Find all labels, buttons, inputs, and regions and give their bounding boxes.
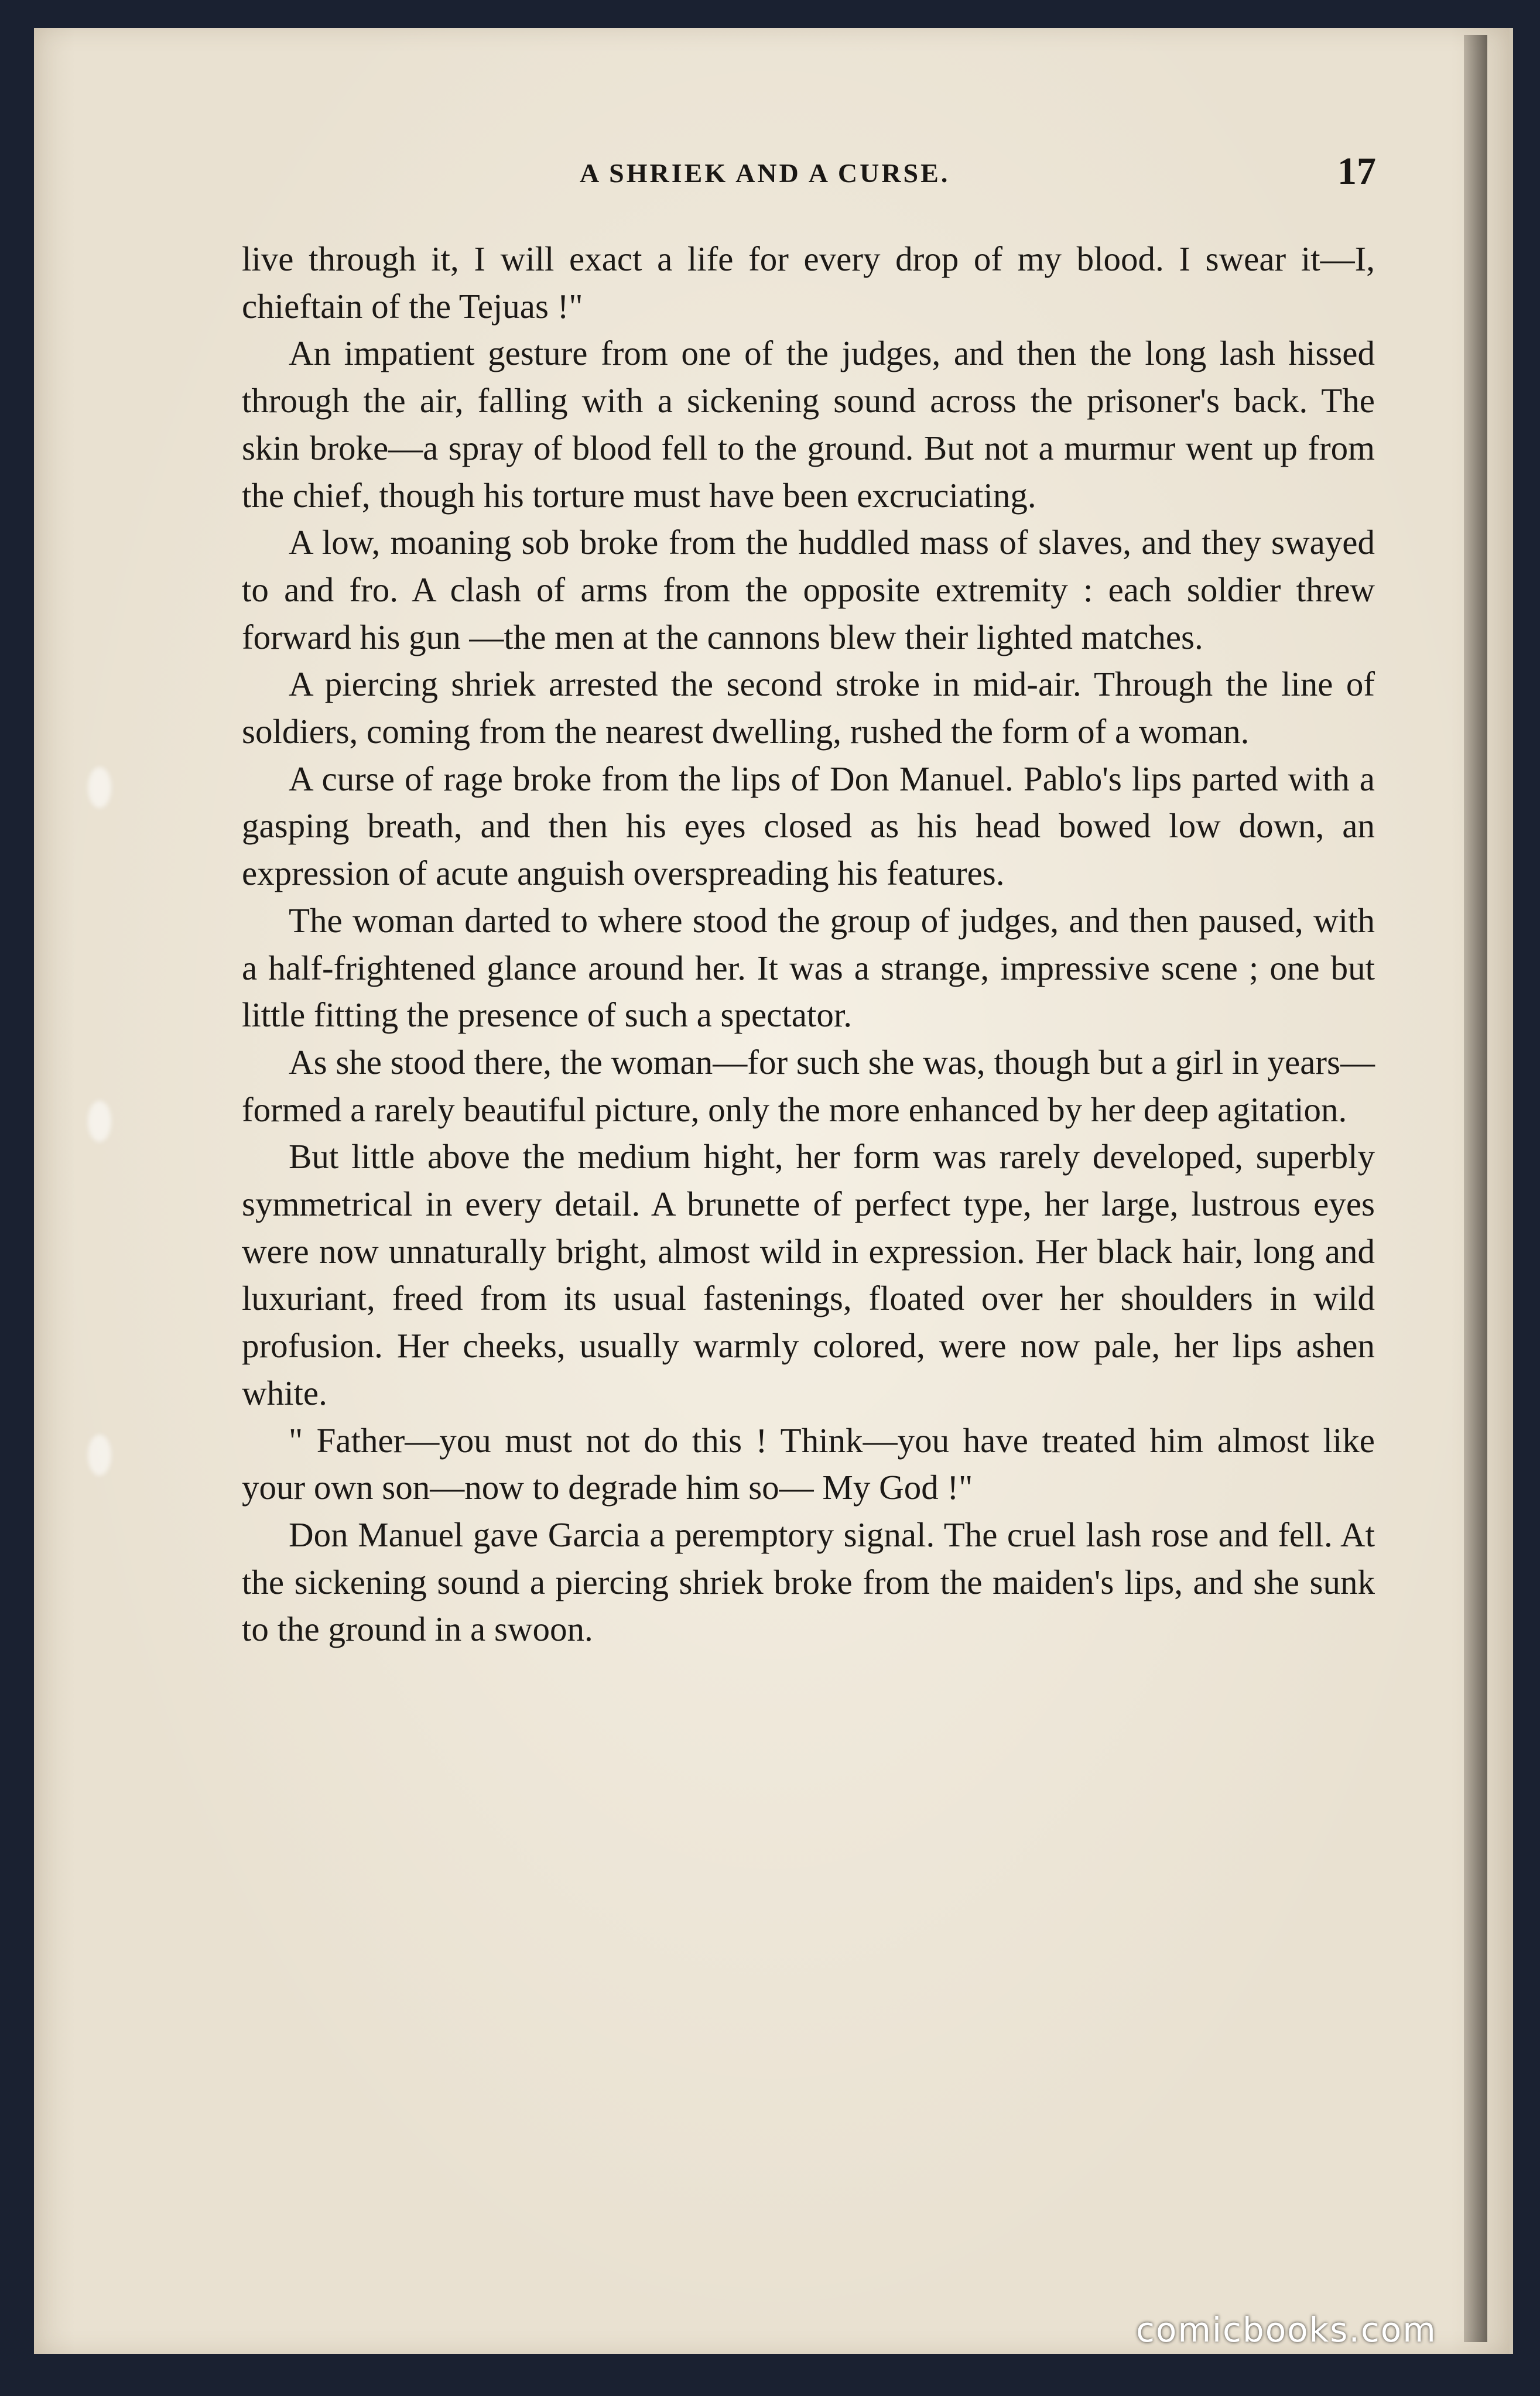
page-edge-shadow — [1464, 35, 1487, 2342]
paragraph: live through it, I will exact a life for every drop of my blood. I swear it—I, chieftain of the Tejuas !" — [242, 239, 1375, 326]
paragraph: " Father—you must not do this ! Think—you have treated him almost like your own son—now to degrade him so— My God !" — [242, 1421, 1375, 1507]
paragraph: An impatient gesture from one of the judges, and then the long lash hissed through the air, falling with a sickening sound across the prisoner's back. The skin broke—a spray of blood fell to the ground. But not a murmur went up from the chief, though his torture must have been excruciating. — [242, 334, 1375, 515]
binding-hole-mark — [88, 1101, 111, 1142]
binding-hole-mark — [88, 1435, 111, 1476]
paragraph: As she stood there, the woman—for such she was, though but a girl in years—formed a rarely beautiful picture, only the more enhanced by her deep agitation. — [242, 1042, 1375, 1129]
running-head — [234, 149, 1376, 196]
paragraph: A low, moaning sob broke from the huddled mass of slaves, and they swayed to and fro. A clash of arms from the opposite extremity : each soldier threw forward his gun —the men at the cannons blew their lighted matches. — [242, 523, 1375, 656]
paragraph: A curse of rage broke from the lips of Don Manuel. Pablo's lips parted with a gasping breath, and then his eyes closed as his head bowed low down, an expression of acute anguish overspreading his features. — [242, 759, 1375, 893]
page-number: 17 — [1337, 150, 1376, 193]
paragraph: The woman darted to where stood the group of judges, and then paused, with a half-frightened glance around her. It was a strange, impressive scene ; one but little fitting the presence of such a spectator. — [242, 901, 1375, 1035]
paragraph: But little above the medium hight, her form was rarely developed, superbly symmetrical in every detail. A brunette of perfect type, her large, lustrous eyes were now unnaturally bright, almost wild in expression. Her black hair, long and luxuriant, freed from its usual fastenings, floated over her shoulders in wild profusion. Her cheeks, usually warmly colored, were now pale, her lips ashen white. — [242, 1137, 1375, 1412]
paragraph: A piercing shriek arrested the second stroke in mid-air. Through the line of soldiers, coming from the nearest dwelling, rushed the form of a woman. — [242, 665, 1375, 751]
site-watermark: comicbooks.com — [1136, 2310, 1437, 2350]
running-head-title: A SHRIEK AND A CURSE. — [580, 158, 950, 188]
binding-hole-mark — [88, 767, 111, 808]
paragraph: Don Manuel gave Garcia a peremptory signal. The cruel lash rose and fell. At the sickening sound a piercing shriek broke from the maiden's lips, and she sunk to the ground in a swoon. — [242, 1515, 1375, 1649]
page-body-text — [242, 235, 1375, 1653]
